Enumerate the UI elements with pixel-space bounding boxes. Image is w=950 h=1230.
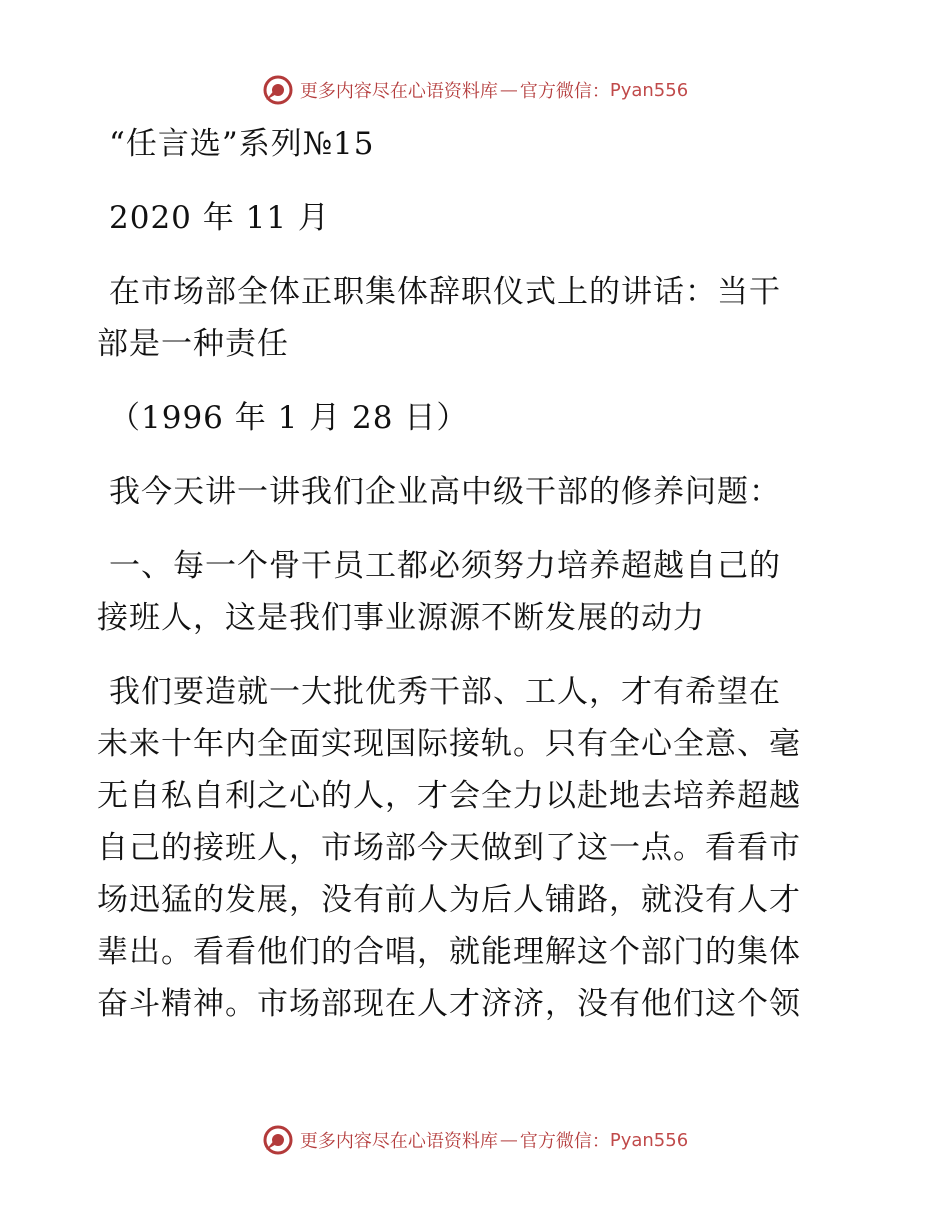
watermark-main-text: 更多内容尽在心语资料库 <box>299 81 498 102</box>
pen-logo-icon <box>262 74 294 106</box>
speech-title-line-2: 部是一种责任 <box>97 326 289 362</box>
section1-line-1: 一、每一个骨干员工都必须努力培养超越自己的 <box>109 548 781 584</box>
document-body <box>97 118 857 1030</box>
watermark-main-text: 更多内容尽在心语资料库 <box>299 1131 498 1152</box>
speech-date: （1996 年 1 月 28 日） <box>109 400 469 436</box>
paragraph-line: 无自私自利之心的人，才会全力以赴地去培养超越 <box>97 778 801 814</box>
paragraph-line: 我们要造就一大批优秀干部、工人，才有希望在 <box>109 674 781 710</box>
paragraph-line: 自己的接班人，市场部今天做到了这一点。看看市 <box>97 830 801 866</box>
watermark-official-text: 官方微信： <box>519 81 610 102</box>
paragraph-line: 奋斗精神。市场部现在人才济济，没有他们这个领 <box>97 986 801 1022</box>
intro-line: 我今天讲一讲我们企业高中级干部的修养问题： <box>109 474 781 510</box>
paragraph-line: 场迅猛的发展，没有前人为后人铺路，就没有人才 <box>97 882 801 918</box>
paragraph-line: 未来十年内全面实现国际接轨。只有全心全意、毫 <box>97 726 801 762</box>
document-date: 2020 年 11 月 <box>109 200 330 236</box>
watermark-wechat-id: Pyan556 <box>609 79 689 101</box>
series-label: “任言选”系列№15 <box>109 126 375 162</box>
watermark-official-text: 官方微信： <box>519 1131 610 1152</box>
watermark-footer <box>0 1123 950 1157</box>
pen-logo-icon <box>262 1124 294 1156</box>
paragraph-line: 辈出。看看他们的合唱，就能理解这个部门的集体 <box>97 934 801 970</box>
watermark-wechat-id: Pyan556 <box>609 1129 689 1151</box>
watermark-separator: — <box>499 79 518 101</box>
speech-title-line-1: 在市场部全体正职集体辞职仪式上的讲话：当干 <box>109 274 781 310</box>
watermark-separator: — <box>499 1129 518 1151</box>
section1-line-2: 接班人，这是我们事业源源不断发展的动力 <box>97 600 705 636</box>
watermark-header <box>0 73 950 107</box>
